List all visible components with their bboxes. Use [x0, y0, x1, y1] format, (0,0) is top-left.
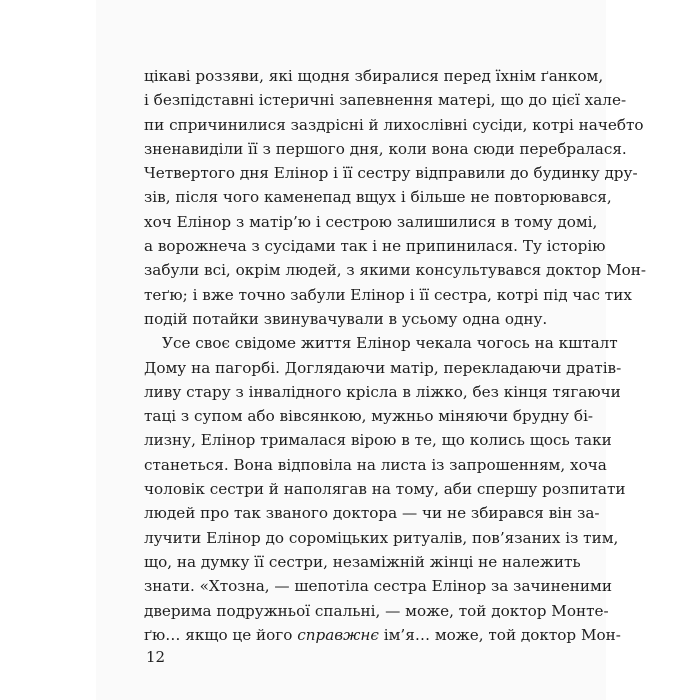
text-line: ливу стару з інвалідного крісла в ліжко, без кінця тягаючи: [144, 382, 621, 401]
text-line: станеться. Вона відповіла на листа із запрошенням, хоча: [144, 455, 607, 474]
paragraph-2: [144, 331, 626, 647]
text-line: лучити Елінор до сороміцьких ритуалів, пов’язаних із тим,: [144, 528, 619, 547]
page-number: 12: [146, 648, 166, 666]
text-line: хоч Елінор з матір’ю і сестрою залишилися в тому домі,: [144, 212, 598, 231]
paragraph-1: [144, 64, 647, 331]
text-fragment: ім’я… може, той доктор Мон-: [378, 625, 621, 644]
text-line: теґю; і вже точно забули Елінор і її сестра, котрі під час тих: [144, 285, 632, 304]
text-line: дверима подружньої спальні, — може, той доктор Монте-: [144, 601, 609, 620]
italic-emphasis: справжнє: [297, 625, 379, 644]
text-line: лизну, Елінор трималася вірою в те, що колись щось таки: [144, 431, 612, 450]
text-line: зів, після чого каменепад вщух і більше не повторювався,: [144, 188, 612, 207]
text-line: чоловік сестри й наполягав на тому, аби спершу розпитати: [144, 480, 626, 499]
text-line: забули всі, окрім людей, з якими консультувався доктор Мон-: [144, 261, 647, 280]
book-page: [96, 0, 647, 700]
text-fragment: ґю… якщо це його: [144, 625, 298, 644]
text-line: подій потайки звинувачували в усьому одна одну.: [144, 309, 548, 328]
text-line: цікаві роззяви, які щодня збиралися перед їхнім ґанком,: [144, 67, 604, 85]
text-line: зненавиділи її з першого дня, коли вона сюди перебралася.: [144, 139, 627, 158]
text-line: Четвертого дня Елінор і її сестру відправили до будинку дру-: [144, 164, 638, 183]
text-line: Дому на пагорбі. Доглядаючи матір, перекладаючи дратів-: [144, 358, 622, 377]
text-line-final: [144, 623, 621, 647]
body-text: [144, 64, 647, 647]
text-line: таці з супом або вівсянкою, мужньо міняючи брудну бі-: [144, 407, 594, 426]
text-line: і безпідставні істеричні запевнення матері, що до цієї хале-: [144, 91, 627, 110]
text-line: Усе своє свідоме життя Елінор чекала чогось на кшталт: [162, 334, 618, 353]
text-line: що, на думку її сестри, незаміжній жінці не належить: [144, 552, 581, 571]
text-line: людей про так званого доктора — чи не збирався він за-: [144, 504, 600, 523]
text-line: пи спричинилися заздрісні й лихослівні сусіди, котрі начебто: [144, 115, 644, 134]
text-line: а ворожнеча з сусідами так і не припинилася. Ту історію: [144, 237, 606, 256]
text-line: знати. «Хтозна, — шепотіла сестра Елінор за зачиненими: [144, 577, 612, 596]
